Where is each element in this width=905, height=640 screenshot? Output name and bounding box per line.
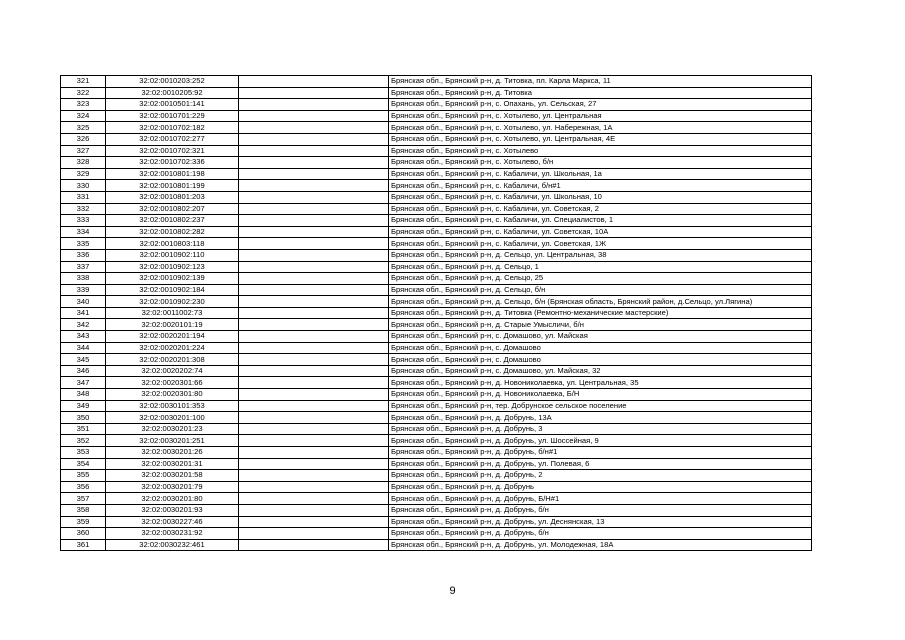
property-register-table [60, 75, 812, 551]
table-row [61, 180, 812, 192]
empty-cell [239, 133, 389, 145]
empty-cell [239, 87, 389, 99]
address-cell: Брянская обл., Брянский р-н, д. Добрунь, 2 [389, 470, 812, 482]
row-number-cell: 321 [61, 76, 106, 88]
cadastral-number-cell: 32:02:0010802:237 [106, 215, 239, 227]
row-number-cell: 344 [61, 342, 106, 354]
table-row [61, 238, 812, 250]
empty-cell [239, 458, 389, 470]
table-row [61, 504, 812, 516]
cadastral-number-cell: 32:02:0030201:251 [106, 435, 239, 447]
address-cell: Брянская обл., Брянский р-н, с. Кабаличи, б/н#1 [389, 180, 812, 192]
address-cell: Брянская обл., Брянский р-н, д. Сельцо, б/н (Брянская область, Брянский район, д.Сельцо, ул.Лягина) [389, 296, 812, 308]
table-row [61, 412, 812, 424]
table-row [61, 296, 812, 308]
address-cell: Брянская обл., Брянский р-н, с. Хотылево, ул. Центральная, 4Е [389, 133, 812, 145]
address-cell: Брянская обл., Брянский р-н, д. Новониколаевка, Б/Н [389, 389, 812, 401]
cadastral-number-cell: 32:02:0010702:321 [106, 145, 239, 157]
table-row [61, 331, 812, 343]
row-number-cell: 332 [61, 203, 106, 215]
empty-cell [239, 296, 389, 308]
table-row [61, 215, 812, 227]
table-row [61, 203, 812, 215]
cadastral-number-cell: 32:02:0010205:92 [106, 87, 239, 99]
cadastral-number-cell: 32:02:0030201:58 [106, 470, 239, 482]
empty-cell [239, 307, 389, 319]
row-number-cell: 340 [61, 296, 106, 308]
address-cell: Брянская обл., Брянский р-н, с. Кабаличи, ул. Советская, 1Ж [389, 238, 812, 250]
empty-cell [239, 168, 389, 180]
row-number-cell: 356 [61, 481, 106, 493]
table-row [61, 226, 812, 238]
address-cell: Брянская обл., Брянский р-н, д. Добрунь, ул. Деснянская, 13 [389, 516, 812, 528]
cadastral-number-cell: 32:02:0010501:141 [106, 99, 239, 111]
table-row [61, 76, 812, 88]
address-cell: Брянская обл., Брянский р-н, с. Хотылево, ул. Центральная [389, 110, 812, 122]
table-row [61, 145, 812, 157]
empty-cell [239, 342, 389, 354]
cadastral-number-cell: 32:02:0010702:336 [106, 157, 239, 169]
cadastral-number-cell: 32:02:0020101:19 [106, 319, 239, 331]
row-number-cell: 359 [61, 516, 106, 528]
row-number-cell: 334 [61, 226, 106, 238]
table-row [61, 365, 812, 377]
cadastral-number-cell: 32:02:0030231:92 [106, 528, 239, 540]
empty-cell [239, 226, 389, 238]
empty-cell [239, 447, 389, 459]
cadastral-number-cell: 32:02:0010803:118 [106, 238, 239, 250]
table-row [61, 157, 812, 169]
cadastral-number-cell: 32:02:0010802:207 [106, 203, 239, 215]
empty-cell [239, 435, 389, 447]
row-number-cell: 342 [61, 319, 106, 331]
table-row [61, 539, 812, 551]
table-row [61, 435, 812, 447]
empty-cell [239, 249, 389, 261]
row-number-cell: 350 [61, 412, 106, 424]
empty-cell [239, 145, 389, 157]
row-number-cell: 348 [61, 389, 106, 401]
row-number-cell: 336 [61, 249, 106, 261]
cadastral-number-cell: 32:02:0011002:73 [106, 307, 239, 319]
empty-cell [239, 203, 389, 215]
cadastral-number-cell: 32:02:0010702:182 [106, 122, 239, 134]
address-cell: Брянская обл., Брянский р-н, с. Кабаличи, ул. Школьная, 10 [389, 191, 812, 203]
table-row [61, 273, 812, 285]
address-cell: Брянская обл., Брянский р-н, д. Сельцо, ул. Центральная, 38 [389, 249, 812, 261]
empty-cell [239, 365, 389, 377]
row-number-cell: 352 [61, 435, 106, 447]
row-number-cell: 358 [61, 504, 106, 516]
table-row [61, 354, 812, 366]
address-cell: Брянская обл., Брянский р-н, д. Добрунь [389, 481, 812, 493]
table-row [61, 481, 812, 493]
address-cell: Брянская обл., Брянский р-н, д. Добрунь, ул. Шоссейная, 9 [389, 435, 812, 447]
cadastral-number-cell: 32:02:0030232:461 [106, 539, 239, 551]
empty-cell [239, 215, 389, 227]
row-number-cell: 345 [61, 354, 106, 366]
address-cell: Брянская обл., Брянский р-н, с. Домашово, ул. Майская, 32 [389, 365, 812, 377]
table-row [61, 493, 812, 505]
empty-cell [239, 110, 389, 122]
row-number-cell: 354 [61, 458, 106, 470]
table-row [61, 122, 812, 134]
cadastral-number-cell: 32:02:0010902:230 [106, 296, 239, 308]
cadastral-number-cell: 32:02:0010801:199 [106, 180, 239, 192]
table-row [61, 261, 812, 273]
address-cell: Брянская обл., Брянский р-н, д. Добрунь, 13А [389, 412, 812, 424]
row-number-cell: 337 [61, 261, 106, 273]
cadastral-number-cell: 32:02:0010802:282 [106, 226, 239, 238]
address-cell: Брянская обл., Брянский р-н, д. Добрунь, 3 [389, 423, 812, 435]
address-cell: Брянская обл., Брянский р-н, с. Кабаличи, ул. Советская, 2 [389, 203, 812, 215]
address-cell: Брянская обл., Брянский р-н, д. Сельцо, 1 [389, 261, 812, 273]
row-number-cell: 324 [61, 110, 106, 122]
row-number-cell: 351 [61, 423, 106, 435]
row-number-cell: 329 [61, 168, 106, 180]
cadastral-number-cell: 32:02:0030201:31 [106, 458, 239, 470]
address-cell: Брянская обл., Брянский р-н, с. Домашово, ул. Майская [389, 331, 812, 343]
cadastral-number-cell: 32:02:0030201:26 [106, 447, 239, 459]
address-cell: Брянская обл., Брянский р-н, д. Титовка, пл. Карла Маркса, 11 [389, 76, 812, 88]
empty-cell [239, 331, 389, 343]
table-row [61, 99, 812, 111]
row-number-cell: 326 [61, 133, 106, 145]
row-number-cell: 330 [61, 180, 106, 192]
row-number-cell: 355 [61, 470, 106, 482]
table-row [61, 400, 812, 412]
table-row [61, 342, 812, 354]
table-row [61, 110, 812, 122]
table-row [61, 284, 812, 296]
row-number-cell: 341 [61, 307, 106, 319]
empty-cell [239, 319, 389, 331]
table-row [61, 516, 812, 528]
address-cell: Брянская обл., Брянский р-н, д. Добрунь, ул. Полевая, 6 [389, 458, 812, 470]
table-row [61, 249, 812, 261]
cadastral-number-cell: 32:02:0010902:123 [106, 261, 239, 273]
table-row [61, 319, 812, 331]
cadastral-number-cell: 32:02:0010801:198 [106, 168, 239, 180]
cadastral-number-cell: 32:02:0030201:80 [106, 493, 239, 505]
address-cell: Брянская обл., Брянский р-н, д. Старые Умысличи, б/н [389, 319, 812, 331]
address-cell: Брянская обл., Брянский р-н, д. Титовка (Ремонтно-механические мастерские) [389, 307, 812, 319]
cadastral-number-cell: 32:02:0010702:277 [106, 133, 239, 145]
empty-cell [239, 122, 389, 134]
empty-cell [239, 377, 389, 389]
table-row [61, 458, 812, 470]
address-cell: Брянская обл., Брянский р-н, с. Кабаличи, ул. Советская, 10А [389, 226, 812, 238]
cadastral-number-cell: 32:02:0030201:100 [106, 412, 239, 424]
row-number-cell: 328 [61, 157, 106, 169]
address-cell: Брянская обл., Брянский р-н, тер. Добрунское сельское поселение [389, 400, 812, 412]
empty-cell [239, 180, 389, 192]
row-number-cell: 322 [61, 87, 106, 99]
row-number-cell: 343 [61, 331, 106, 343]
cadastral-number-cell: 32:02:0030201:93 [106, 504, 239, 516]
row-number-cell: 327 [61, 145, 106, 157]
table-row [61, 191, 812, 203]
row-number-cell: 323 [61, 99, 106, 111]
address-cell: Брянская обл., Брянский р-н, д. Сельцо, б/н [389, 284, 812, 296]
cadastral-number-cell: 32:02:0020201:224 [106, 342, 239, 354]
table-row [61, 133, 812, 145]
empty-cell [239, 284, 389, 296]
empty-cell [239, 99, 389, 111]
row-number-cell: 339 [61, 284, 106, 296]
empty-cell [239, 516, 389, 528]
empty-cell [239, 470, 389, 482]
cadastral-number-cell: 32:02:0020201:308 [106, 354, 239, 366]
table-row [61, 87, 812, 99]
register-table-body [61, 76, 812, 551]
cadastral-number-cell: 32:02:0020301:80 [106, 389, 239, 401]
empty-cell [239, 76, 389, 88]
address-cell: Брянская обл., Брянский р-н, с. Домашово [389, 342, 812, 354]
empty-cell [239, 157, 389, 169]
table-row [61, 423, 812, 435]
table-row [61, 168, 812, 180]
cadastral-number-cell: 32:02:0010902:184 [106, 284, 239, 296]
empty-cell [239, 481, 389, 493]
address-cell: Брянская обл., Брянский р-н, с. Хотылево [389, 145, 812, 157]
empty-cell [239, 528, 389, 540]
table-row [61, 307, 812, 319]
row-number-cell: 335 [61, 238, 106, 250]
empty-cell [239, 423, 389, 435]
address-cell: Брянская обл., Брянский р-н, с. Опахань, ул. Сельская, 27 [389, 99, 812, 111]
table-row [61, 389, 812, 401]
address-cell: Брянская обл., Брянский р-н, с. Хотылево, ул. Набережная, 1А [389, 122, 812, 134]
page-number: 9 [449, 585, 456, 597]
cadastral-number-cell: 32:02:0010902:110 [106, 249, 239, 261]
table-row [61, 470, 812, 482]
address-cell: Брянская обл., Брянский р-н, д. Добрунь, б/н#1 [389, 447, 812, 459]
empty-cell [239, 191, 389, 203]
cadastral-number-cell: 32:02:0010203:252 [106, 76, 239, 88]
cadastral-number-cell: 32:02:0020202:74 [106, 365, 239, 377]
empty-cell [239, 412, 389, 424]
empty-cell [239, 493, 389, 505]
address-cell: Брянская обл., Брянский р-н, д. Титовка [389, 87, 812, 99]
cadastral-number-cell: 32:02:0030201:23 [106, 423, 239, 435]
row-number-cell: 349 [61, 400, 106, 412]
row-number-cell: 338 [61, 273, 106, 285]
address-cell: Брянская обл., Брянский р-н, д. Добрунь, ул. Молодежная, 18А [389, 539, 812, 551]
table-row [61, 447, 812, 459]
empty-cell [239, 238, 389, 250]
cadastral-number-cell: 32:02:0010902:139 [106, 273, 239, 285]
address-cell: Брянская обл., Брянский р-н, д. Добрунь, б/н [389, 504, 812, 516]
row-number-cell: 357 [61, 493, 106, 505]
row-number-cell: 346 [61, 365, 106, 377]
address-cell: Брянская обл., Брянский р-н, с. Кабаличи, ул. Специалистов, 1 [389, 215, 812, 227]
cadastral-number-cell: 32:02:0020201:194 [106, 331, 239, 343]
empty-cell [239, 504, 389, 516]
row-number-cell: 331 [61, 191, 106, 203]
address-cell: Брянская обл., Брянский р-н, с. Кабаличи, ул. Школьная, 1а [389, 168, 812, 180]
cadastral-number-cell: 32:02:0030201:79 [106, 481, 239, 493]
cadastral-number-cell: 32:02:0030227:46 [106, 516, 239, 528]
cadastral-number-cell: 32:02:0020301:66 [106, 377, 239, 389]
empty-cell [239, 539, 389, 551]
empty-cell [239, 400, 389, 412]
address-cell: Брянская обл., Брянский р-н, д. Новониколаевка, ул. Центральная, 35 [389, 377, 812, 389]
address-cell: Брянская обл., Брянский р-н, д. Сельцо, 25 [389, 273, 812, 285]
empty-cell [239, 389, 389, 401]
cadastral-number-cell: 32:02:0010801:203 [106, 191, 239, 203]
row-number-cell: 347 [61, 377, 106, 389]
cadastral-number-cell: 32:02:0010701:229 [106, 110, 239, 122]
row-number-cell: 353 [61, 447, 106, 459]
table-row [61, 528, 812, 540]
cadastral-number-cell: 32:02:0030101:353 [106, 400, 239, 412]
address-cell: Брянская обл., Брянский р-н, с. Хотылево, б/н [389, 157, 812, 169]
address-cell: Брянская обл., Брянский р-н, с. Домашово [389, 354, 812, 366]
row-number-cell: 361 [61, 539, 106, 551]
row-number-cell: 360 [61, 528, 106, 540]
address-cell: Брянская обл., Брянский р-н, д. Добрунь, б/н [389, 528, 812, 540]
row-number-cell: 333 [61, 215, 106, 227]
empty-cell [239, 354, 389, 366]
row-number-cell: 325 [61, 122, 106, 134]
table-row [61, 377, 812, 389]
empty-cell [239, 261, 389, 273]
address-cell: Брянская обл., Брянский р-н, д. Добрунь, Б/Н#1 [389, 493, 812, 505]
empty-cell [239, 273, 389, 285]
